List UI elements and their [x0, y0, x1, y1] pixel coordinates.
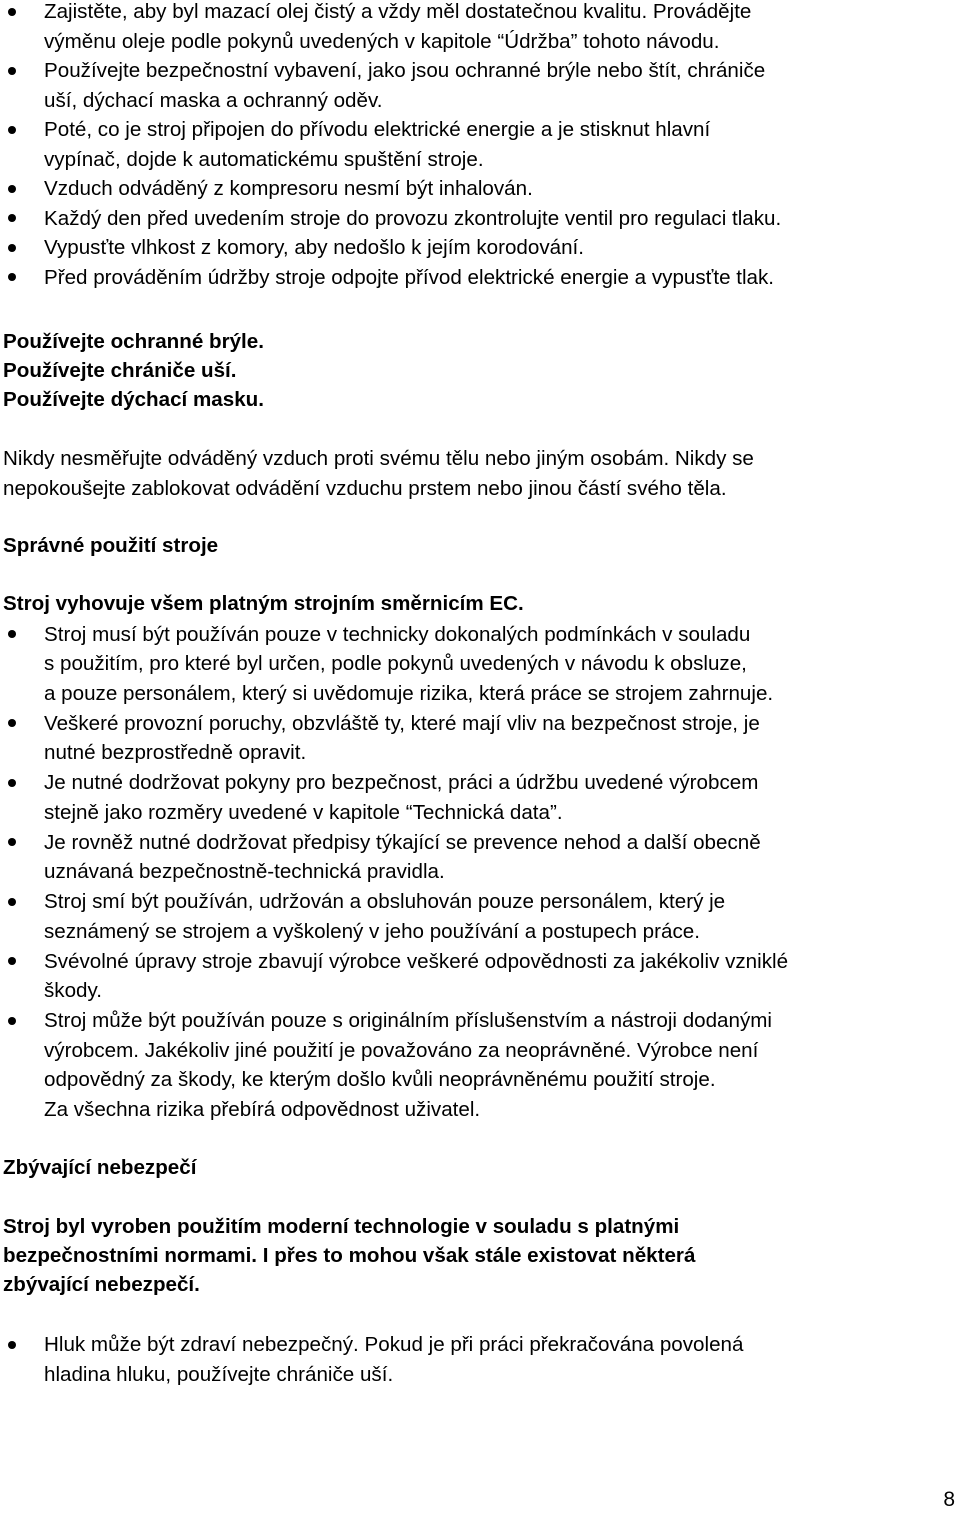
list-item: Veškeré provozní poruchy, obzvláště ty, které mají vliv na bezpečnost stroje, je nutné bezprostředně opravit.	[3, 709, 958, 768]
list-item: Je rovněž nutné dodržovat předpisy týkající se prevence nehod a další obecně uznávaná bezpečnostně-technická pravidla.	[3, 828, 958, 887]
ppe-goggles-line: Používejte ochranné brýle.	[3, 330, 264, 353]
ec-compliance-statement: Stroj vyhovuje všem platným strojním směrnicím EC.	[3, 592, 524, 615]
ppe-ear-protection-line: Používejte chrániče uší.	[3, 359, 237, 382]
list-item: Poté, co je stroj připojen do přívodu elektrické energie a je stisknut hlavní vypínač, dojde k automatickému spuštění stroje.	[3, 115, 958, 174]
list-item: Vzduch odváděný z kompresoru nesmí být inhalován.	[3, 174, 958, 204]
ppe-instructions	[3, 327, 958, 414]
list-item: Svévolné úpravy stroje zbavují výrobce veškeré odpovědnosti za jakékoliv vzniklé škody.	[3, 947, 958, 1006]
safety-bullet-list	[3, 0, 958, 292]
section-heading-correct-use: Správné použití stroje	[3, 534, 219, 557]
page-number: 8	[943, 1488, 955, 1511]
list-item: Před prováděním údržby stroje odpojte přívod elektrické energie a vypusťte tlak.	[3, 263, 958, 293]
list-item: Používejte bezpečnostní vybavení, jako jsou ochranné brýle nebo štít, chrániče uší, dýchací maska a ochranný oděv.	[3, 56, 958, 115]
list-item: Je nutné dodržovat pokyny pro bezpečnost, práci a údržbu uvedené výrobcem stejně jako rozměry uvedené v kapitole “Technická data”.	[3, 768, 958, 827]
list-item: Stroj může být používán pouze s originálním příslušenstvím a nástroji dodanými výrobcem. Jakékoliv jiné použití je považováno za neoprávněné. Výrobce není odpovědný za škody, ke kterým došlo kvůli neoprávněnému použití stroje. Za všechna rizika přebírá odpovědnost uživatel.	[3, 1006, 958, 1124]
section-heading-residual-risks: Zbývající nebezpečí	[3, 1156, 197, 1179]
list-item: Stroj smí být používán, udržován a obsluhován pouze personálem, který je seznámený se strojem a vyškolený v jeho používání a postupech práce.	[3, 887, 958, 946]
residual-risks-intro: Stroj byl vyroben použitím moderní technologie v souladu s platnými bezpečnostními normami. I přes to mohou však stále existovat některá zbývající nebezpečí.	[3, 1215, 696, 1296]
list-item: Každý den před uvedením stroje do provozu zkontrolujte ventil pro regulaci tlaku.	[3, 204, 958, 234]
list-item: Zajistěte, aby byl mazací olej čistý a vždy měl dostatečnou kvalitu. Provádějte výměnu oleje podle pokynů uvedených v kapitole “Údržba” tohoto návodu.	[3, 0, 958, 56]
list-item: Vypusťte vlhkost z komory, aby nedošlo k jejím korodování.	[3, 233, 958, 263]
ppe-mask-line: Používejte dýchací masku.	[3, 388, 264, 411]
list-item: Hluk může být zdraví nebezpečný. Pokud je při práci překračována povolená hladina hluku, používejte chrániče uší.	[3, 1330, 958, 1389]
list-item: Stroj musí být používán pouze v technicky dokonalých podmínkách v souladu s použitím, pro které byl určen, podle pokynů uvedených v návodu k obsluze, a pouze personálem, který si uvědomuje rizika, která práce se strojem zahrnuje.	[3, 620, 958, 709]
correct-use-bullet-list	[3, 619, 958, 1124]
air-warning-paragraph: Nikdy nesměřujte odváděný vzduch proti svému tělu nebo jiným osobám. Nikdy se nepokoušejte zablokovat odvádění vzduchu prstem nebo jinou částí svého těla.	[3, 447, 754, 500]
residual-risks-bullet-list	[3, 1330, 958, 1389]
